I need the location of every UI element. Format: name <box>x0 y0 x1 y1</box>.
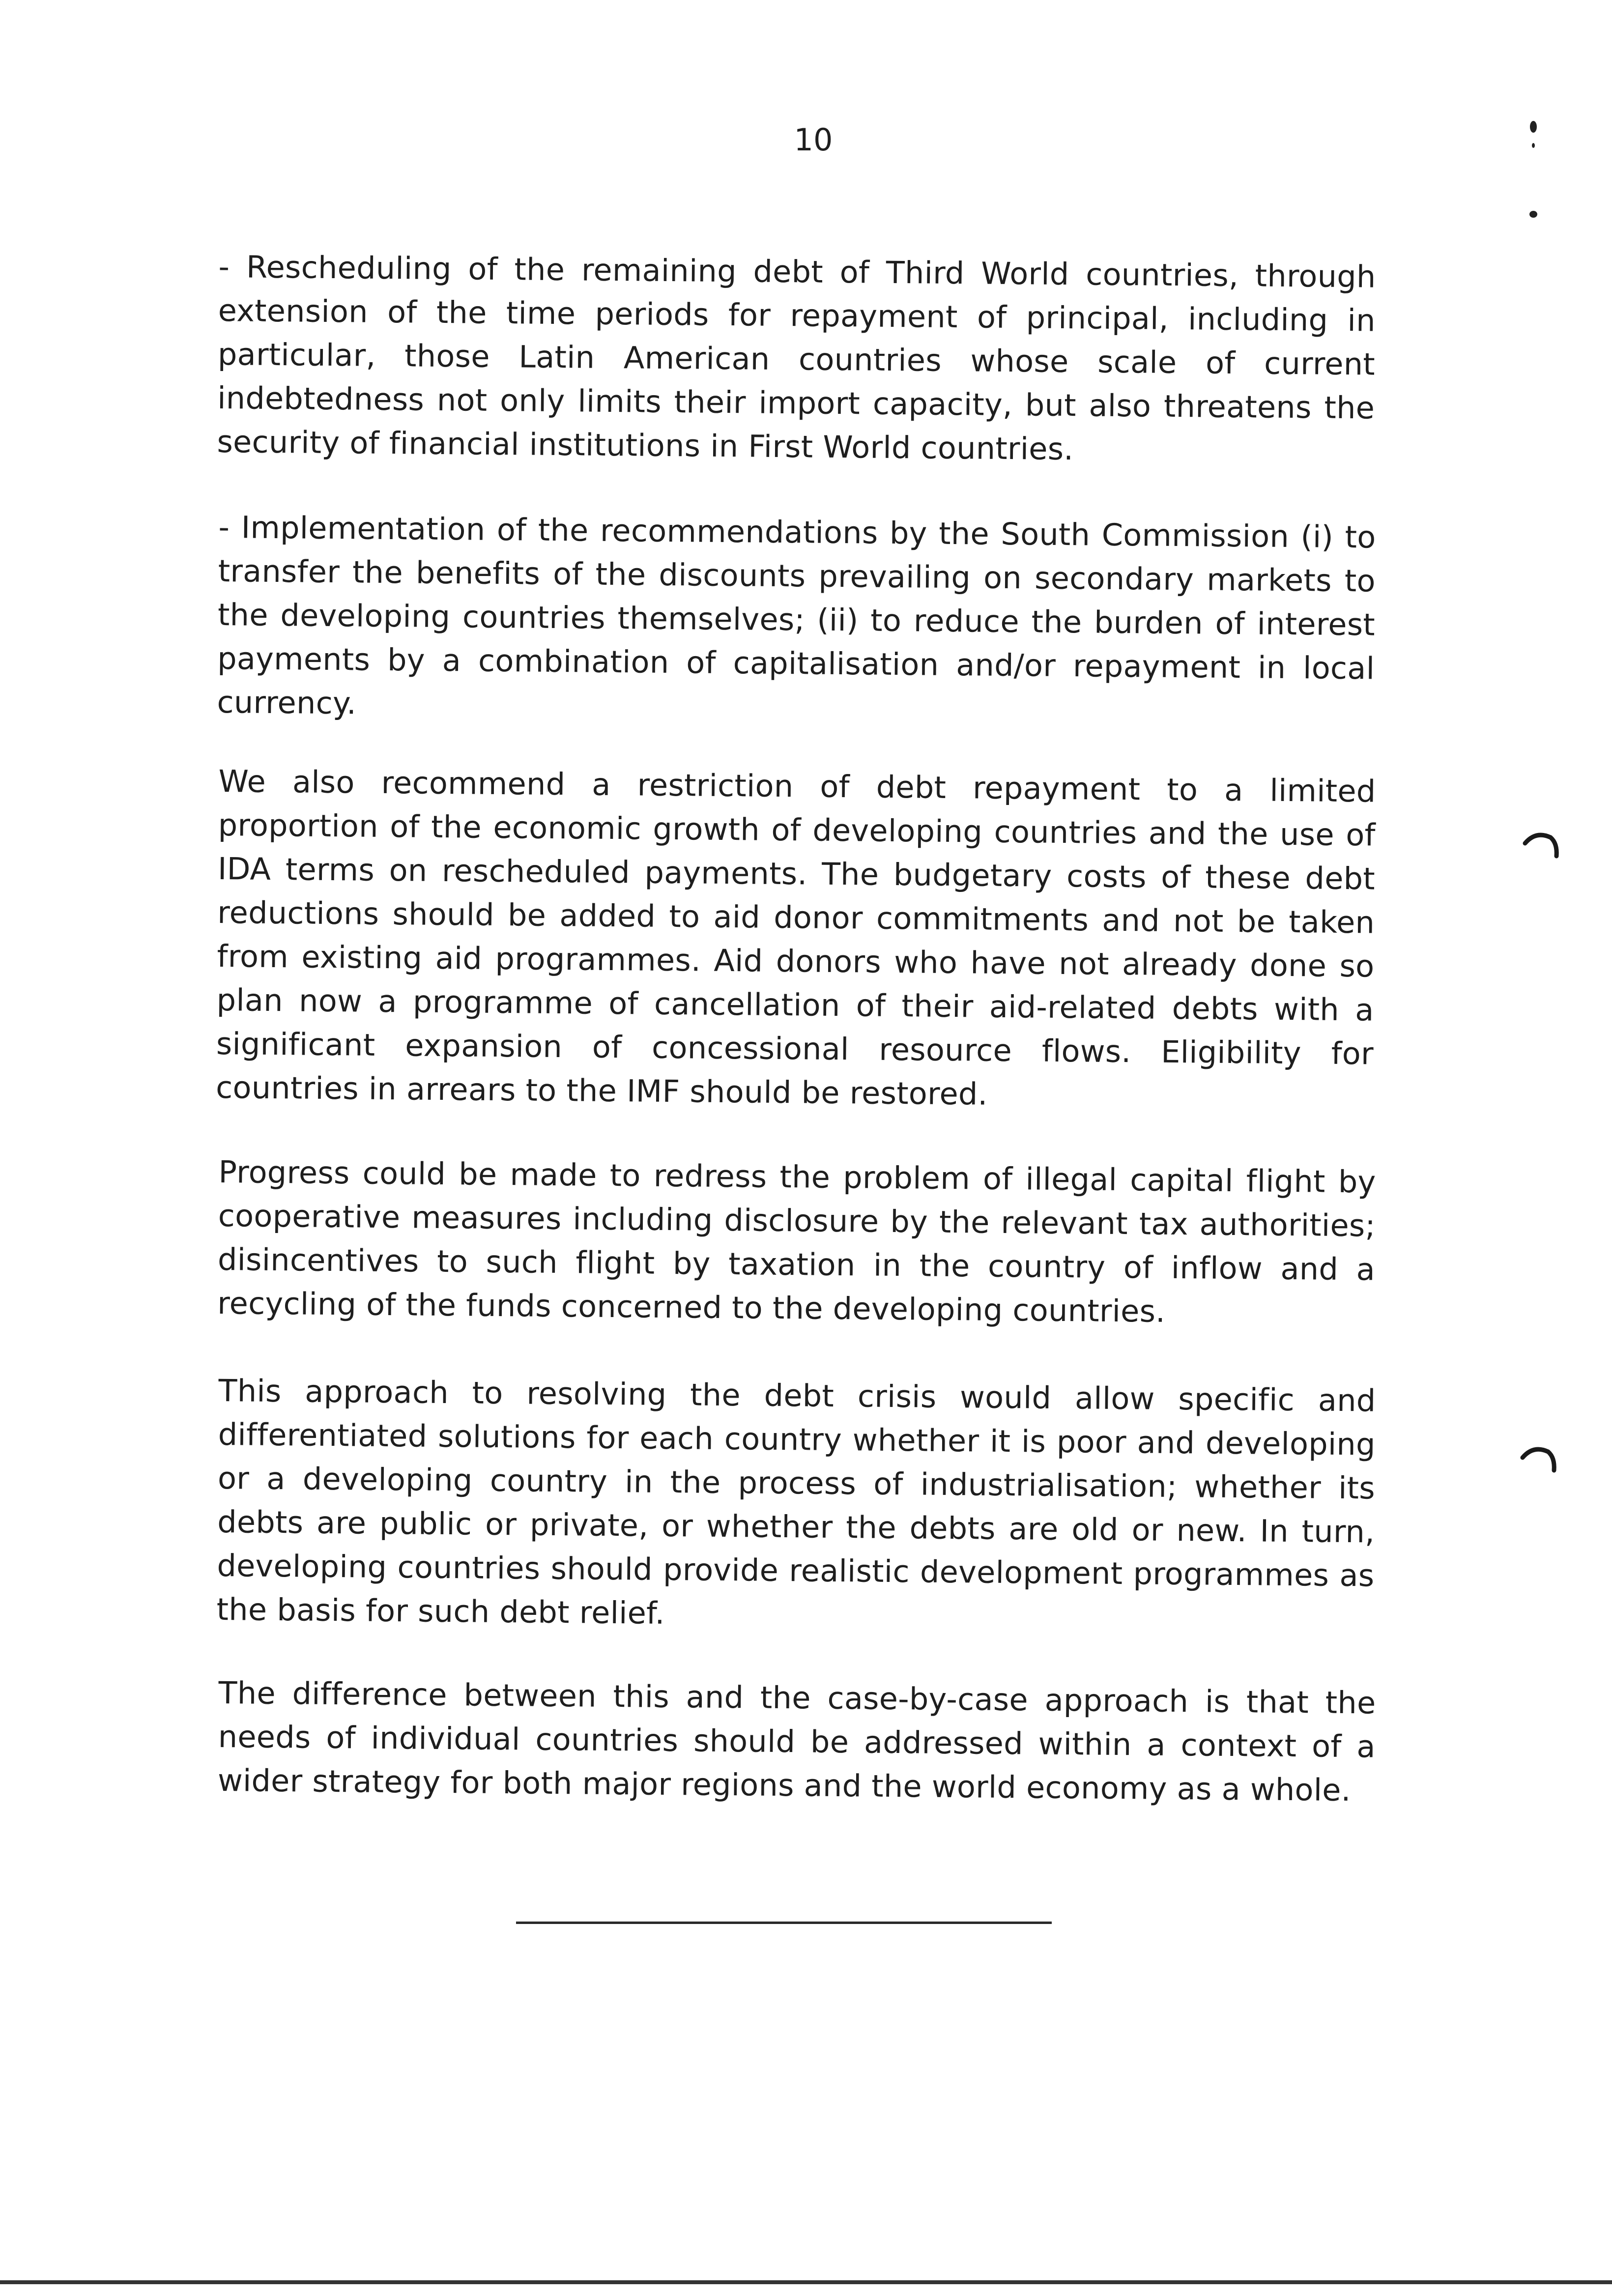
paragraph-difference: The difference between this and the case-by-case approach is that the needs of individual countries should be addressed within a context of a wider strategy for both major regions and the world economy as a whole. <box>217 1674 1376 1808</box>
scan-bottom-edge <box>0 2280 1612 2284</box>
paragraph-rescheduling: - Rescheduling of the remaining debt of Third World countries, through extension of the time periods for repayment of principal, including in particular, those Latin American countries whose scale of current indebtedness not only limits their import capacity, but also threatens the security of financial institutions in First World countries. <box>217 248 1376 467</box>
hole-punch-mark-lower <box>1519 1440 1563 1489</box>
margin-dot-marks <box>1524 118 1543 226</box>
paragraph-south-commission: - Implementation of the recommendations by the South Commission (i) to transfer the benefits of the discounts prevailing on secondary markets to the developing countries themselves; (ii) to reduce the burden of interest payments by a combination of capitalisation and/or repayment in local currency. <box>217 509 1376 721</box>
paragraph-approach: This approach to resolving the debt crisis would allow specific and differentiated solutions for each country whether it is poor and developing or a developing country in the process of industrialisation; whether its debts are public or private, or whether the debts are old or new. In turn, developing countries should provide realistic development programmes as the basis for such debt relief. <box>216 1372 1376 1631</box>
end-of-text-rule <box>516 1922 1052 1924</box>
hole-punch-mark-upper <box>1521 826 1565 875</box>
paragraph-debt-repayment-restriction: We also recommend a restriction of debt repayment to a limited proportion of the economic growth of developing countries and the use of IDA terms on rescheduled payments. The budgetary costs of these debt reductions should be added to aid donor commitments and not be taken from existing aid programmes. Aid donors who have not already done so plan now a programme of cancellation of their aid-related debts with a significant expansion of concessional resource flows. Eligibility for countries in arrears to the IMF should be restored. <box>215 763 1376 1112</box>
page-number: 10 <box>794 122 833 158</box>
paragraph-capital-flight: Progress could be made to redress the problem of illegal capital flight by cooperative measures including disclosure by the relevant tax authorities; disincentives to such flight by taxation in the country of inflow and a recycling of the funds concerned to the developing countries. <box>217 1153 1376 1329</box>
